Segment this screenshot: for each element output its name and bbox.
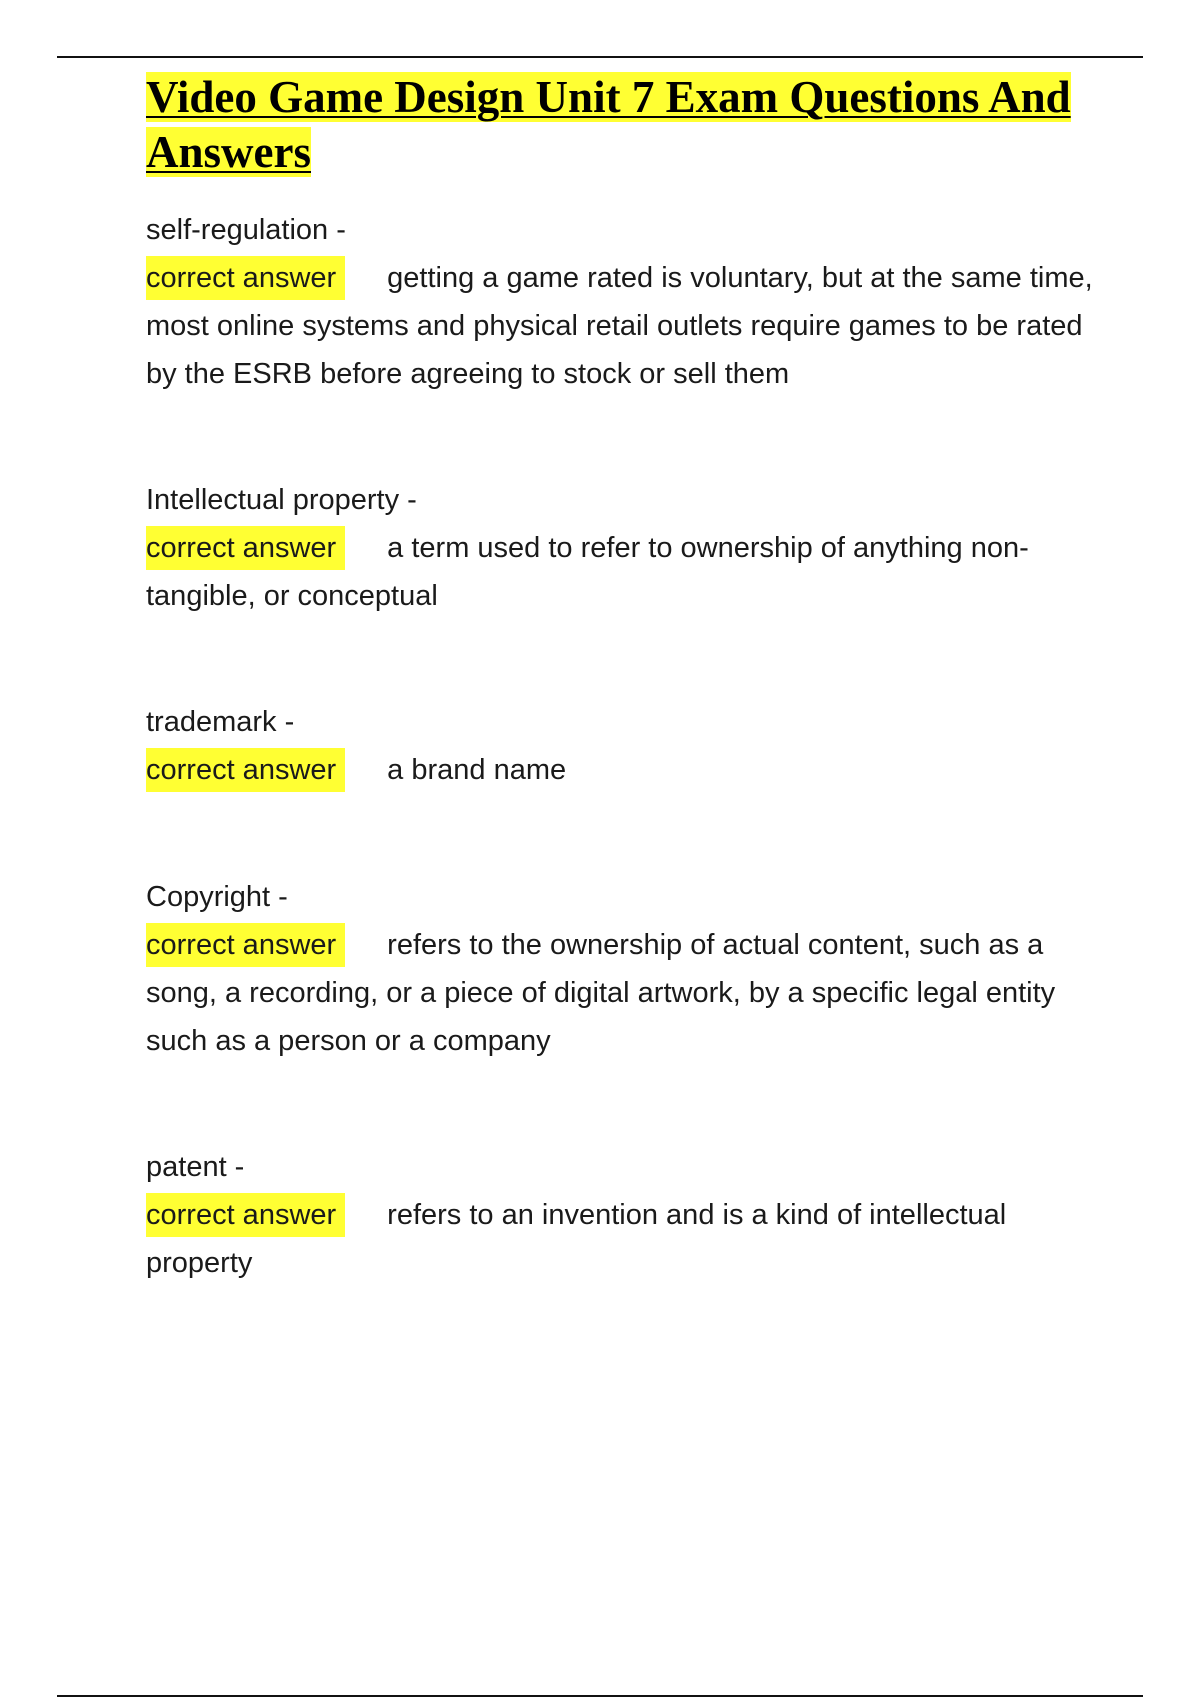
qa-item-patent — [146, 1143, 1096, 1287]
qa-answer-line — [146, 254, 1096, 398]
document-page — [146, 70, 1096, 1287]
footer-rule — [57, 1695, 1143, 1697]
qa-item-copyright — [146, 873, 1096, 1065]
header-rule — [57, 56, 1143, 58]
qa-answer: refers to an invention and is a kind of intellectual property — [146, 1199, 1007, 1279]
qa-answer: getting a game rated is voluntary, but at the same time, most online systems and physical retail outlets require games to be rated by the ESRB before agreeing to stock or sell them — [146, 262, 1093, 390]
qa-item-intellectual-property — [146, 476, 1096, 620]
qa-term: self-regulation - — [146, 214, 346, 246]
correct-answer-label: correct answer — [146, 1193, 345, 1237]
document-title-text: Video Game Design Unit 7 Exam Questions And Answers — [146, 72, 1071, 177]
qa-answer-line — [146, 1191, 1096, 1287]
qa-answer-line — [146, 524, 1096, 620]
qa-term: Intellectual property - — [146, 484, 417, 516]
correct-answer-label: correct answer — [146, 923, 345, 967]
qa-answer: a term used to refer to ownership of anything non-tangible, or conceptual — [146, 532, 1029, 612]
document-title — [146, 70, 1096, 180]
correct-answer-label: correct answer — [146, 748, 345, 792]
qa-answer: a brand name — [387, 754, 567, 786]
qa-answer: refers to the ownership of actual content, such as a song, a recording, or a piece of digital artwork, by a specific legal entity such as a person or a company — [146, 929, 1056, 1057]
qa-term: patent - — [146, 1151, 245, 1183]
qa-list — [146, 206, 1096, 1287]
qa-item-trademark — [146, 698, 1096, 794]
qa-answer-line — [146, 921, 1096, 1065]
qa-term: trademark - — [146, 706, 295, 738]
correct-answer-label: correct answer — [146, 256, 345, 300]
qa-answer-line — [146, 746, 1096, 794]
qa-term: Copyright - — [146, 881, 288, 913]
correct-answer-label: correct answer — [146, 526, 345, 570]
qa-item-self-regulation — [146, 206, 1096, 398]
